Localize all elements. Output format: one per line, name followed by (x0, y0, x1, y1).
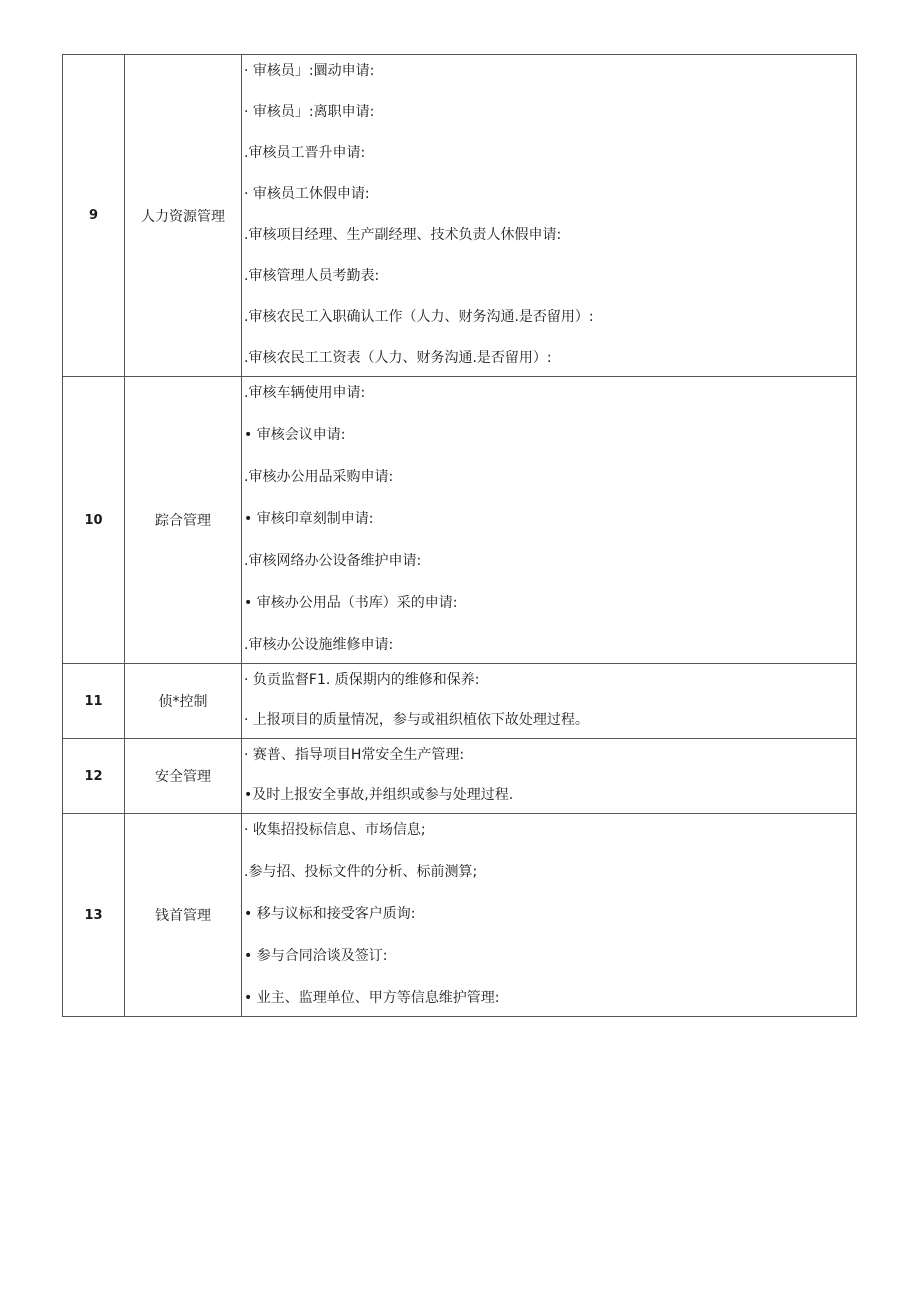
duties-table (62, 54, 857, 1017)
duty-items-cell (242, 664, 857, 739)
duty-item: · 审核员工休假申请: (244, 186, 370, 202)
duty-items-cell (242, 55, 857, 377)
duty-item: · 赛普、指导项目H常安全生产管理: (244, 747, 465, 763)
duty-items-cell (242, 814, 857, 1017)
duty-item: .审核农民工工资表（人力、财务沟通.是否留用）: (244, 350, 552, 366)
duty-item: .审核员工晋升申请: (244, 145, 366, 161)
duty-item: .审核车辆使用申请: (244, 385, 366, 401)
row-number: 12 (63, 739, 125, 814)
department-name: 踪合管理 (125, 377, 242, 664)
duty-item: · 收集招投标信息、市场信息; (244, 822, 426, 838)
duty-items-cell (242, 739, 857, 814)
duty-item: • 参与合同洽谈及签订: (244, 948, 388, 964)
duty-item: · 上报项目的质量情况，参与或祖织植依下故处理过程。 (244, 712, 589, 728)
duty-list (242, 55, 856, 376)
duty-item: · 审核员」:圜动申请: (244, 63, 375, 79)
duty-item: .审核网络办公设备维护申请: (244, 553, 422, 569)
table-row (63, 55, 857, 377)
duty-list (242, 739, 856, 813)
duty-list (242, 377, 856, 663)
duty-item: • 审核会议申请: (244, 427, 346, 443)
duty-item: · 负贡监督F1. 质保期内的维修和保养: (244, 672, 480, 688)
duty-item: .审核办公设施维修申请: (244, 637, 394, 653)
duty-items-cell (242, 377, 857, 664)
duty-item: •及时上报安全事故,并组织或参与处理过程. (244, 787, 514, 803)
row-number: 10 (63, 377, 125, 664)
department-name: 安全管理 (125, 739, 242, 814)
duty-item: · 审核员」:离职申请: (244, 104, 375, 120)
duty-list (242, 814, 856, 1016)
row-number: 9 (63, 55, 125, 377)
table-row (63, 814, 857, 1017)
duty-item: • 审核办公用品（书库）采的申请: (244, 595, 458, 611)
duty-item: .审核管理人员考勤表: (244, 268, 380, 284)
duty-list (242, 664, 856, 738)
table-row (63, 739, 857, 814)
duty-item: • 业主、监理单位、甲方等信息维护管理: (244, 990, 500, 1006)
duty-item: • 审核印章刻制申请: (244, 511, 374, 527)
department-name: 人力资源管理 (125, 55, 242, 377)
table-body (63, 55, 857, 1017)
duty-item: .参与招、投标文件的分析、标前测算; (244, 864, 478, 880)
table-row (63, 664, 857, 739)
department-name: 侦*控制 (125, 664, 242, 739)
duty-item: • 移与议标和接受客户质询: (244, 906, 416, 922)
duty-item: .审核办公用品采购申请: (244, 469, 394, 485)
duty-item: .审核农民工入职确认工作（人力、财务沟通.是否留用）: (244, 309, 594, 325)
table-row (63, 377, 857, 664)
row-number: 11 (63, 664, 125, 739)
department-name: 钱首管理 (125, 814, 242, 1017)
duty-item: .审核项目经理、生产副经理、技术负责人休假申请: (244, 227, 562, 243)
row-number: 13 (63, 814, 125, 1017)
